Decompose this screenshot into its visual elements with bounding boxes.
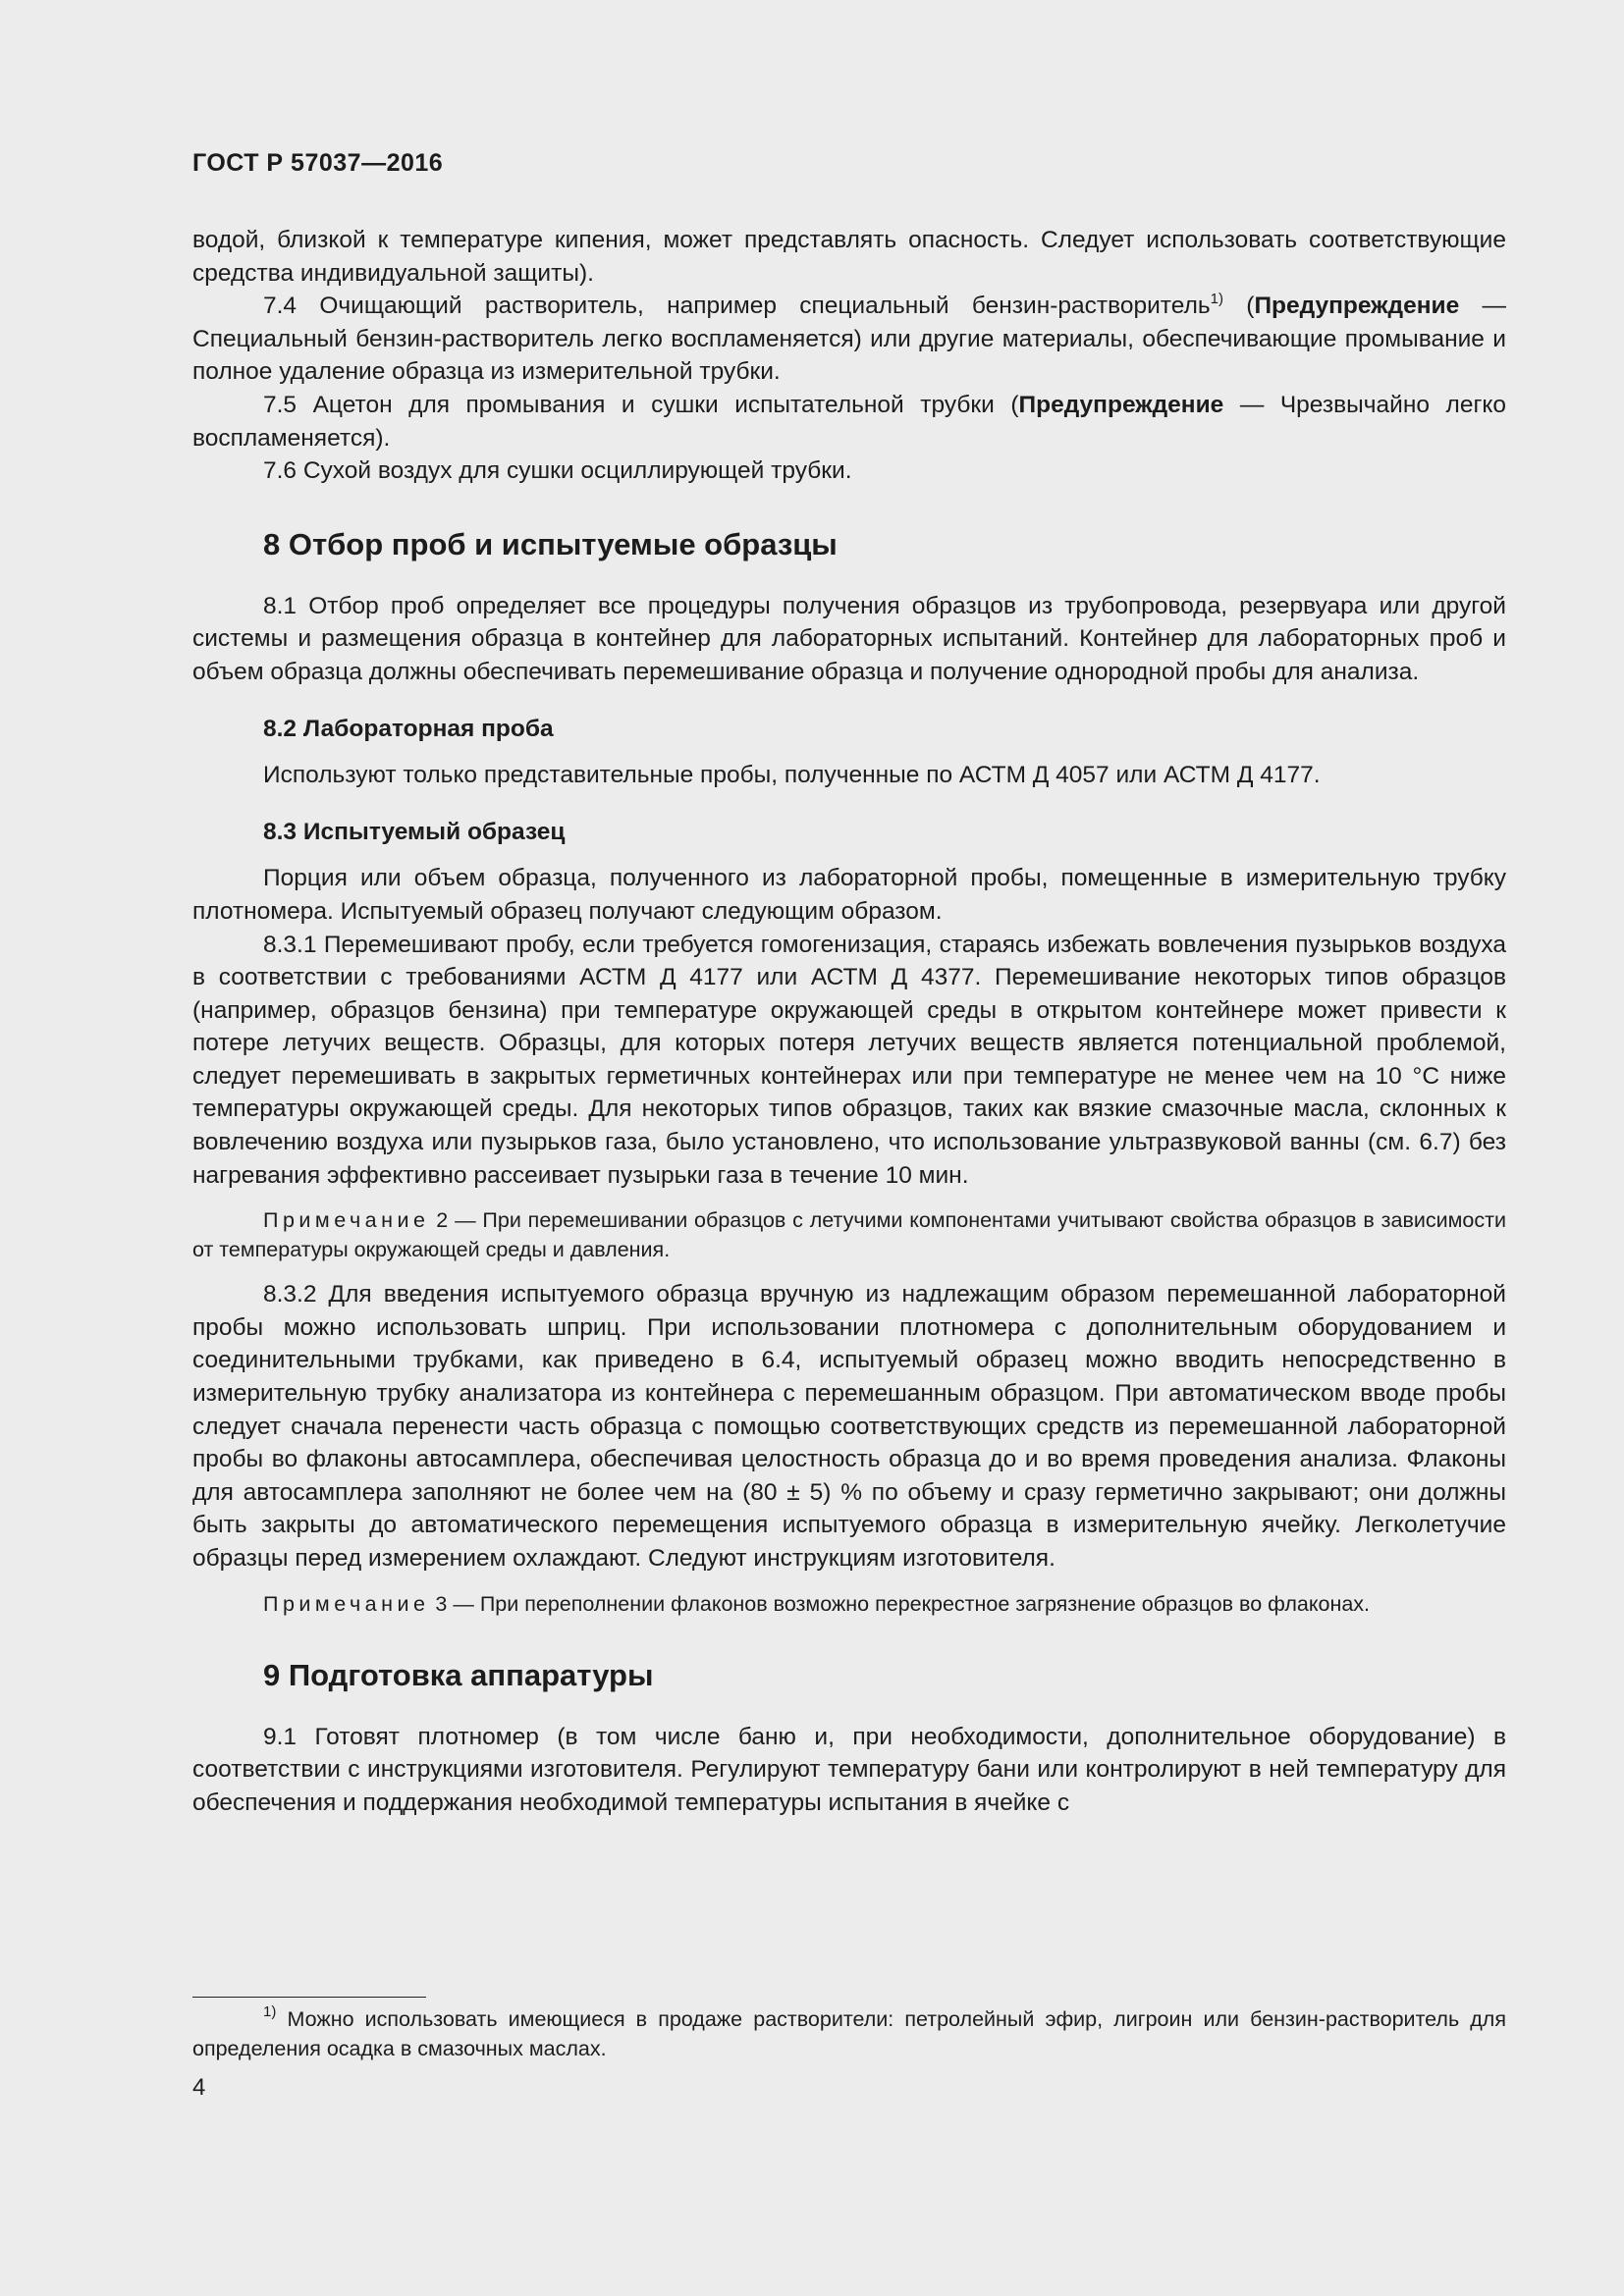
paragraph-8-2: Используют только представительные пробы, полученные по АСТМ Д 4057 или АСТМ Д 4177.	[263, 762, 1321, 789]
paragraph-7-4	[192, 290, 1506, 389]
paragraph-8-3-2: 8.3.2 Для введения испытуемого образца вручную из надлежащим образом перемешанной лабораторной пробы можно использовать шприц. При использовании плотномера с дополнительным оборудованием и соединительными трубками, как приведено в 6.4, испытуемый образец можно вводить непосредственно в измерительную трубку анализатора из контейнера с перемешанным образцом. При автоматическом вводе пробы следует сначала перенести часть образца с помощью соответствующих средств из перемешанной лабораторной пробы во флаконы автосамплера, обеспечивая целостность образца до и во время проведения анализа. Флаконы для автосамплера заполняют не более чем на (80 ± 5) % по объему и сразу герметично закрывают; они должны быть закрыты до автоматического перемещения испытуемого образца в измерительную ячейку. Легколетучие образцы перед измерением охлаждают. Следуют инструкциям изготовителя.	[192, 1281, 1506, 1572]
footnote-text: Можно использовать имеющиеся в продаже растворители: петролейный эфир, лигроин или бензин-растворитель для определения осадка в смазочных маслах.	[192, 2007, 1506, 2060]
note-text: 2 — При перемешивании образцов с летучими компонентами учитывают свойства образцов в зависимости от температуры окружающей среды и давления.	[192, 1208, 1506, 1262]
paragraph-7-5-rest: — Чрезвычайно легко воспламеняется).	[192, 391, 1507, 452]
section-9-heading: 9 Подготовка аппаратуры	[263, 1657, 654, 1692]
paragraph-9-1: 9.1 Готовят плотномер (в том числе баню и, при необходимости, дополнительное оборудование) в соответствии с инструкциями изготовителя. Регулируют температуру бани или контролируют в ней температуру для обеспечения и поддержания необходимой температуры испытания в ячейке с	[192, 1723, 1506, 1816]
note-text: 3 — При переполнении флаконов возможно перекрестное загрязнение образцов во флаконах.	[429, 1591, 1371, 1616]
paragraph-8-1: 8.1 Отбор проб определяет все процедуры получения образцов из трубопровода, резервуара или другой системы и размещения образца в контейнер для лабораторных испытаний. Контейнер для лабораторных проб и объем образца должны обеспечивать перемешивание образца и получение однородной пробы для анализа.	[192, 592, 1506, 685]
paragraph-7-6: 7.6 Сухой воздух для сушки осциллирующей трубки.	[263, 457, 852, 485]
footnote-marker: 1)	[263, 2003, 277, 2020]
footnote	[192, 2004, 1506, 2063]
subsection-8-2-heading: 8.2 Лабораторная проба	[263, 715, 554, 742]
document-code: ГОСТ Р 57037—2016	[192, 149, 444, 177]
note-label: Примечание	[263, 1591, 430, 1616]
paragraph-7-5	[192, 389, 1506, 454]
note-label: Примечание	[263, 1208, 430, 1233]
paragraph-8-3: Порция или объем образца, полученного из лабораторной пробы, помещенные в измерительную трубку плотномера. Испытуемый образец получают следующим образом.	[192, 865, 1506, 925]
page-body	[192, 224, 1506, 1819]
paragraph-7-4-rest: — Специальный бензин-растворитель легко воспламеняется) или другие материалы, обеспечивающие промывание и полное удаление образца из измерительной трубки.	[192, 293, 1507, 386]
note-3	[192, 1589, 1506, 1619]
warning-label: Предупреждение	[1018, 391, 1224, 418]
paragraph-7-3-continuation: водой, близкой к температуре кипения, может представлять опасность. Следует использовать соответствующие средства индивидуальной защиты).	[192, 227, 1506, 287]
paragraph-7-4-text: 7.4 Очищающий растворитель, например специальный бензин-растворитель	[263, 293, 1211, 320]
warning-label: Предупреждение	[1254, 293, 1460, 320]
paragraph-7-5-text: 7.5 Ацетон для промывания и сушки испытательной трубки (	[263, 391, 1019, 418]
footnote-divider	[192, 1997, 426, 1998]
paragraph-7-4-paren: (	[1222, 293, 1255, 320]
section-8-heading: 8 Отбор проб и испытуемые образцы	[263, 526, 838, 561]
paragraph-8-3-1: 8.3.1 Перемешивают пробу, если требуется гомогенизация, стараясь избежать вовлечения пузырьков воздуха в соответствии с требованиями АСТМ Д 4177 или АСТМ Д 4377. Перемешивание некоторых типов образцов (например, образцов бензина) при температуре окружающей среды в открытом контейнере может привести к потере летучих веществ. Образцы, для которых потеря летучих веществ является потенциальной проблемой, следует перемешивать в закрытых герметичных контейнерах или при температуре не менее чем на 10 °С ниже температуры окружающей среды. Для некоторых типов образцов, таких как вязкие смазочные масла, склонных к вовлечению воздуха или пузырьков газа, было установлено, что использование ультразвуковой ванны (см. 6.7) без нагревания эффективно рассеивает пузырьки газа в течение 10 мин.	[192, 931, 1506, 1189]
subsection-8-3-heading: 8.3 Испытуемый образец	[263, 818, 566, 845]
page-number: 4	[192, 2074, 206, 2101]
footnote-ref: 1)	[1210, 291, 1223, 308]
note-2	[192, 1205, 1506, 1264]
